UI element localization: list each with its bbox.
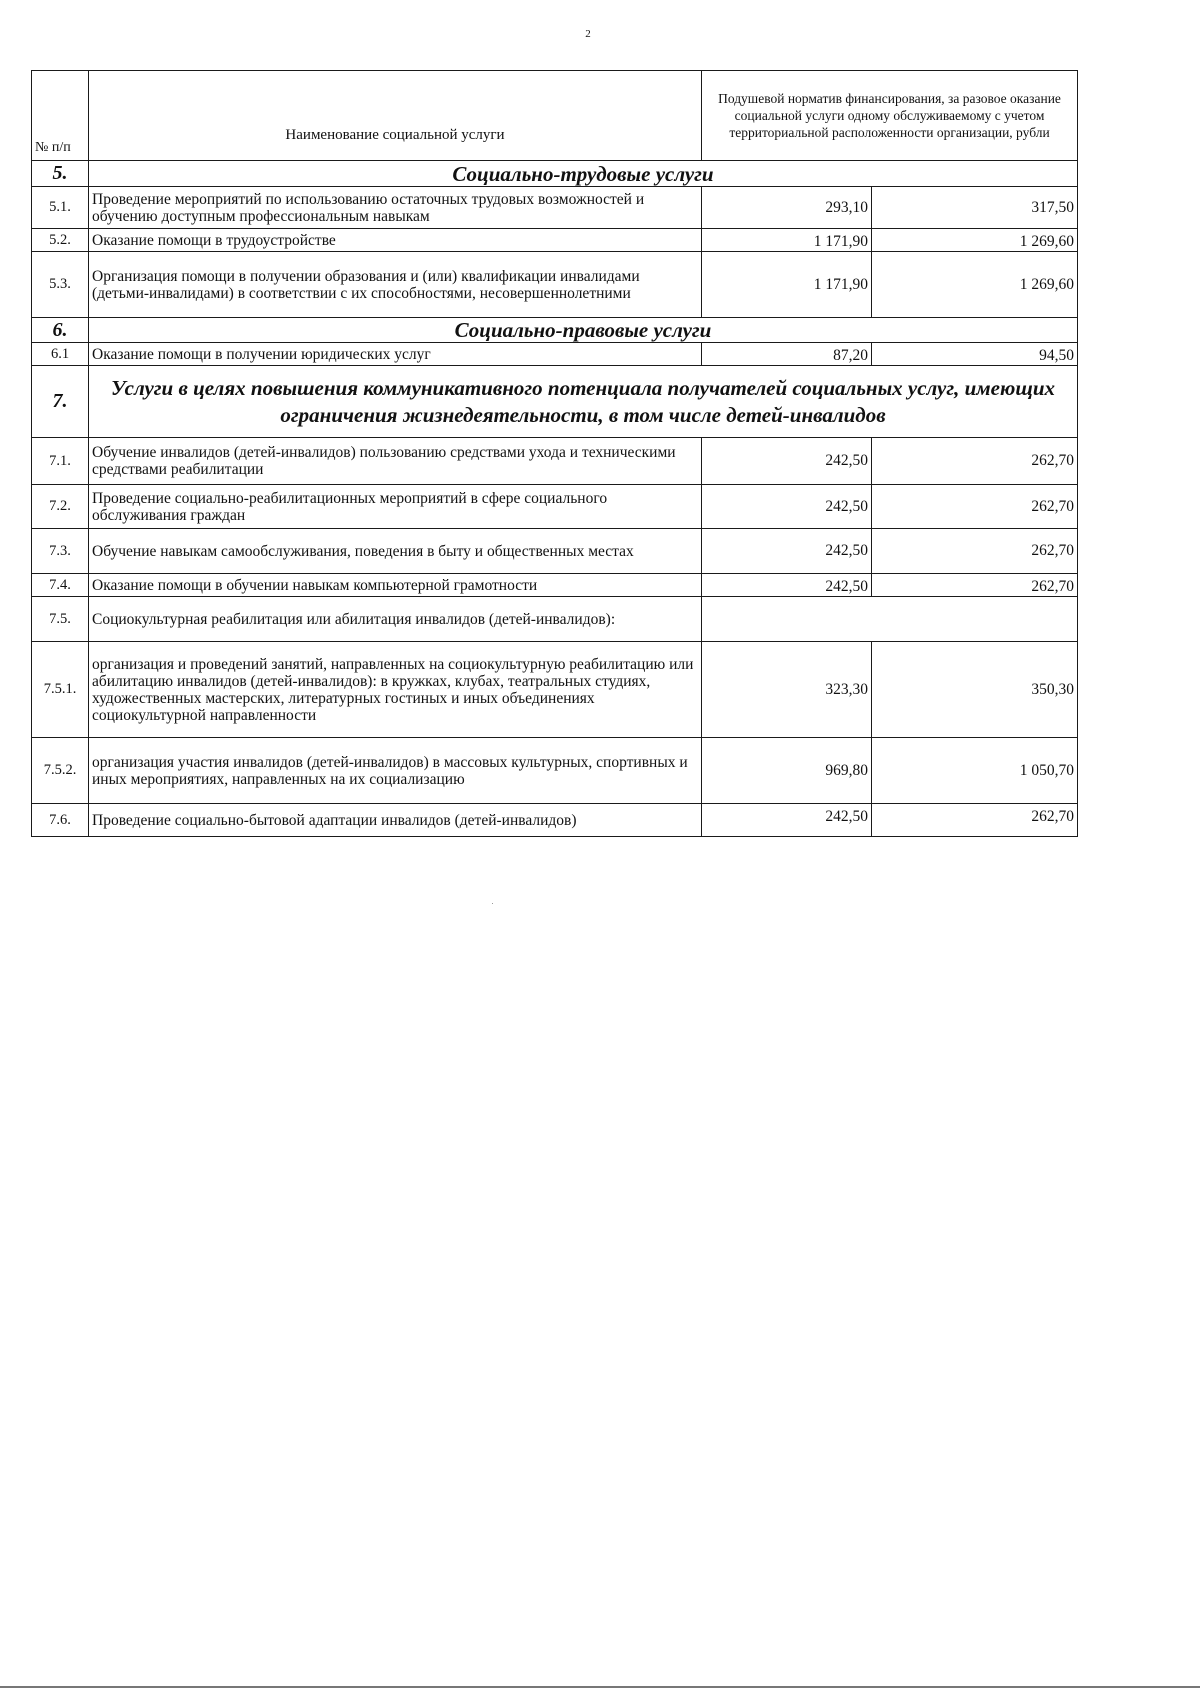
- row-number: 5.3.: [32, 252, 89, 318]
- row-number: 7.1.: [32, 438, 89, 485]
- row-value-2: 350,30: [872, 642, 1078, 738]
- row-value-1: 1 171,90: [702, 252, 872, 318]
- table-header-row: [32, 71, 1078, 161]
- row-value-1: 323,30: [702, 642, 872, 738]
- row-service-name: организация участия инвалидов (детей-инвалидов) в массовых культурных, спортивных и иных мероприятиях, направленных на их социализацию: [89, 738, 702, 804]
- table-row: [32, 804, 1078, 837]
- row-service-name: Проведение социально-реабилитационных мероприятий в сфере социального обслуживания граждан: [89, 485, 702, 529]
- page-number: 2: [585, 28, 591, 40]
- table-row: [32, 343, 1078, 366]
- row-service-name: Оказание помощи в получении юридических услуг: [89, 343, 702, 366]
- row-number: 7.5.2.: [32, 738, 89, 804]
- row-value-2: 262,70: [872, 438, 1078, 485]
- table-row: [32, 597, 1078, 642]
- row-number: 7.5.1.: [32, 642, 89, 738]
- section-row: [32, 318, 1078, 343]
- row-service-name: Оказание помощи в обучении навыкам компьютерной грамотности: [89, 574, 702, 597]
- row-service-name: Оказание помощи в трудоустройстве: [89, 229, 702, 252]
- table-row: [32, 229, 1078, 252]
- row-service-name: Обучение инвалидов (детей-инвалидов) пользованию средствами ухода и техническими средствами реабилитации: [89, 438, 702, 485]
- header-number: № п/п: [32, 71, 89, 161]
- table-row: [32, 252, 1078, 318]
- scan-speck: [492, 903, 493, 904]
- row-value-2: 262,70: [872, 485, 1078, 529]
- row-number: 5.1.: [32, 187, 89, 229]
- row-value-2: 1 269,60: [872, 252, 1078, 318]
- table-row: [32, 574, 1078, 597]
- table-row: [32, 529, 1078, 574]
- row-number: 7.6.: [32, 804, 89, 837]
- row-service-name: Социокультурная реабилитация или абилитация инвалидов (детей-инвалидов):: [89, 597, 702, 642]
- row-number: 7.2.: [32, 485, 89, 529]
- section-row: [32, 366, 1078, 438]
- header-service-name: Наименование социальной услуги: [89, 71, 702, 161]
- row-value-empty: [702, 597, 1078, 642]
- row-value-1: 969,80: [702, 738, 872, 804]
- row-service-name: Обучение навыкам самообслуживания, поведения в быту и общественных местах: [89, 529, 702, 574]
- row-value-1: 293,10: [702, 187, 872, 229]
- row-value-2: 1 269,60: [872, 229, 1078, 252]
- section-title: Социально-трудовые услуги: [89, 161, 1078, 187]
- row-number: 7.5.: [32, 597, 89, 642]
- section-title: Социально-правовые услуги: [89, 318, 1078, 343]
- row-value-1: 87,20: [702, 343, 872, 366]
- section-title: Услуги в целях повышения коммуникативного потенциала получателей социальных услуг, имеющих ограничения жизнедеятельности, в том числе детей-инвалидов: [89, 366, 1078, 438]
- table-row: [32, 485, 1078, 529]
- table-row: [32, 738, 1078, 804]
- row-number: 7.3.: [32, 529, 89, 574]
- section-number: 6.: [32, 318, 89, 343]
- row-service-name: Проведение социально-бытовой адаптации инвалидов (детей-инвалидов): [89, 804, 702, 837]
- table-row: [32, 187, 1078, 229]
- row-service-name: организация и проведений занятий, направленных на социокультурную реабилитацию или абилитацию инвалидов (детей-инвалидов): в кружках, клубах, театральных студиях, художественных мастерских, литературных гостиных и иных объединениях социокультурной направленности: [89, 642, 702, 738]
- row-value-1: 242,50: [702, 485, 872, 529]
- row-value-2: 262,70: [872, 574, 1078, 597]
- services-funding-table: [31, 70, 1078, 837]
- table-row: [32, 438, 1078, 485]
- row-service-name: Организация помощи в получении образования и (или) квалификации инвалидами (детьми-инвалидами) в соответствии с их способностями, несовершеннолетними: [89, 252, 702, 318]
- table-row: [32, 642, 1078, 738]
- row-service-name: Проведение мероприятий по использованию остаточных трудовых возможностей и обучению доступным профессиональным навыкам: [89, 187, 702, 229]
- row-value-1: 242,50: [702, 438, 872, 485]
- row-number: 5.2.: [32, 229, 89, 252]
- row-value-1: 1 171,90: [702, 229, 872, 252]
- scan-bottom-edge: [0, 1686, 1200, 1688]
- section-number: 7.: [32, 366, 89, 438]
- header-funding-norm: Подушевой норматив финансирования, за разовое оказание социальной услуги одному обслуживаемому с учетом территориальной расположенности организации, рубли: [702, 71, 1078, 161]
- row-value-1: 242,50: [702, 529, 872, 574]
- row-value-1: 242,50: [702, 574, 872, 597]
- row-value-2: 262,70: [872, 529, 1078, 574]
- table-body: [32, 161, 1078, 837]
- row-value-1: 242,50: [702, 804, 872, 837]
- row-number: 6.1: [32, 343, 89, 366]
- row-value-2: 94,50: [872, 343, 1078, 366]
- section-number: 5.: [32, 161, 89, 187]
- row-value-2: 262,70: [872, 804, 1078, 837]
- section-row: [32, 161, 1078, 187]
- row-value-2: 317,50: [872, 187, 1078, 229]
- row-value-2: 1 050,70: [872, 738, 1078, 804]
- row-number: 7.4.: [32, 574, 89, 597]
